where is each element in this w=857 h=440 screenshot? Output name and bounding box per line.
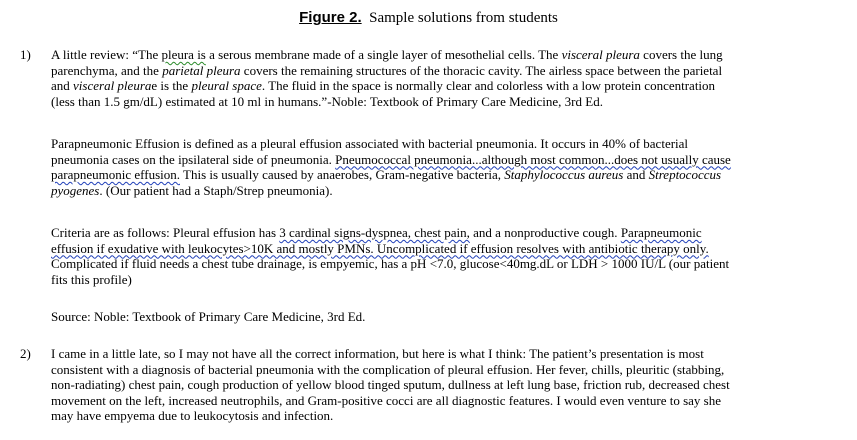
text-line: pyogenes. (Our patient had a Staph/Strep pneumonia). [51,182,333,198]
text-line: may have empyema due to leukocytosis and infection. [51,408,334,424]
item-number: 1) [20,47,31,62]
text-line: A little review: “The pleura is a serous membrane made of a single layer of mesothelial cells. The visceral pleura covers the lung [51,47,723,62]
text-line: and visceral pleurae is the pleural space. The fluid in the space is normally clear and colorless with a low protein concentration [51,78,716,94]
text-line: Source: Noble: Textbook of Primary Care Medicine, 3rd Ed. [51,309,366,324]
paragraph-criteria [51,225,836,287]
text-line: Parapneumonic Effusion is defined as a pleural effusion associated with bacterial pneumonia. It occurs in 40% of bacterial [51,136,689,151]
paragraph-parapneumonic-effusion [51,136,836,198]
paragraph-student-answer [51,346,836,424]
paragraph-pleura-review [51,47,836,109]
text-line: effusion if exudative with leukocytes>10K and mostly PMNs. Uncomplicated if effusion resolves with antibiotic therapy only. [51,240,709,256]
text-line: parenchyma, and the parietal pleura covers the remaining structures of the thoracic cavity. The airless space between the parietal [51,62,723,78]
text-line: pneumonia cases on the ipsilateral side of pneumonia. Pneumococcal pneumonia...although most common...does not usually cause [51,151,731,167]
text-line: (less than 1.5 gm/dL) estimated at 10 ml in humans.”-Noble: Textbook of Primary Care Medicine, 3rd Ed. [51,93,603,109]
figure-label: Figure 2. [299,9,362,26]
item-number: 2) [20,346,31,361]
text-line: consistent with a diagnosis of bacterial pneumonia with the complication of pleural effusion. Her fever, chills, pleuritic (stabbing, [51,361,725,377]
text-line: I came in a little late, so I may not have all the correct information, but here is what I think: The patient’s presentation is most [51,346,704,361]
text-line: parapneumonic effusion. This is usually caused by anaerobes, Gram-negative bacteria, Staphylococcus aureus and Streptococcus [51,167,722,183]
paragraph-source [51,309,836,325]
text-line: non-radiating) chest pain, cough production of yellow blood tinged sputum, dullness at left lung base, friction rub, decreased chest [51,377,730,393]
text-line: movement on the left, increased neutrophils, and Gram-positive cocci are all diagnostic features. I would even venture to say she [51,392,721,408]
text-line: Complicated if fluid needs a chest tube drainage, is empyemic, has a pH <7.0, glucose<40mg.dL or LDH > 1000 IU/L (our patient [51,256,730,272]
figure-title [0,9,857,27]
text-line: fits this profile) [51,271,132,287]
figure-caption: Sample solutions from students [369,10,558,26]
text-line: Criteria are as follows: Pleural effusion has 3 cardinal signs-dyspnea, chest pain, and a nonproductive cough. Parapneumonic [51,225,702,240]
